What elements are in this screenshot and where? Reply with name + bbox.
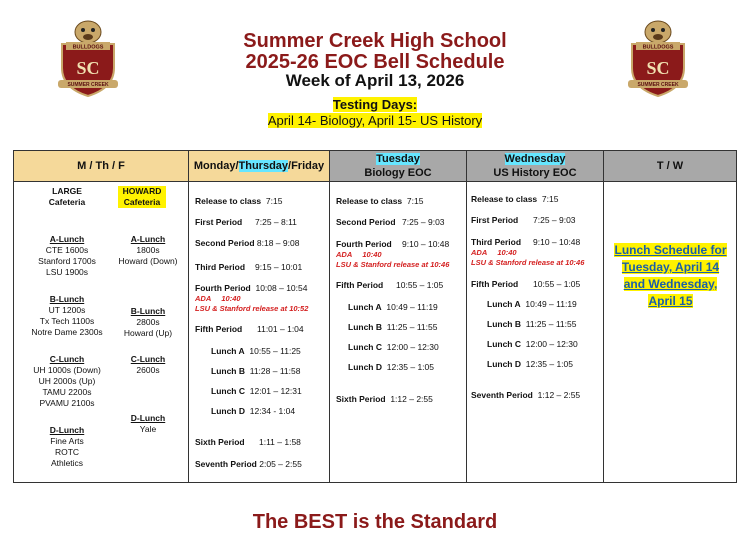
wednesday-schedule-cell xyxy=(467,182,604,483)
tue-release-note: LSU & Stanford release at 10:46 xyxy=(336,260,450,269)
wed-lunch-c: Lunch C 12:00 – 12:30 xyxy=(487,339,578,349)
wed-fifth-period: Fifth Period xyxy=(471,279,519,289)
howard-c-lunch: C-Lunch 2600s xyxy=(130,354,166,375)
mtf-second-period: Second Period 8:18 – 9:08 xyxy=(195,238,300,248)
mtf-lunch-d: Lunch D 12:34 - 1:04 xyxy=(211,406,296,416)
tw-lunch-schedule-link[interactable]: Lunch Schedule for Tuesday, April 14 and Wednesday, April 15 xyxy=(614,243,727,308)
tw-cell xyxy=(604,182,737,483)
large-cafeteria-heading: LARGE Cafeteria xyxy=(48,186,86,207)
mtf-first-period-time: 7:25 – 8:11 xyxy=(255,217,297,227)
tue-sixth-period: Sixth Period 1:12 – 2:55 xyxy=(336,394,433,404)
large-d-lunch: D-Lunch Fine Arts ROTC Athletics xyxy=(49,425,85,468)
svg-text:SUMMER CREEK: SUMMER CREEK xyxy=(67,82,109,88)
large-b-lunch: B-Lunch UT 1200s Tx Tech 1100s Notre Dame 2300s xyxy=(31,294,103,337)
svg-text:BULLDOGS: BULLDOGS xyxy=(72,44,104,51)
wed-lunch-d: Lunch D 12:35 – 1:05 xyxy=(487,359,573,369)
tue-fifth-period: Fifth Period xyxy=(336,280,384,290)
tue-second-period-time: 7:25 – 9:03 xyxy=(402,217,445,227)
school-title: Summer Creek High School xyxy=(243,30,507,52)
wed-seventh-period: Seventh Period 1:12 – 2:55 xyxy=(471,390,581,400)
mtf-release-row: Release to class 7:15 xyxy=(195,196,283,206)
mtf-fifth-period: Fifth Period xyxy=(195,324,243,334)
footer-slogan: The BEST is the Standard xyxy=(252,511,498,533)
header-wednesday: Wednesday US History EOC xyxy=(467,151,604,182)
tue-fourth-period-time: 9:10 – 10:48 xyxy=(402,239,450,249)
wed-fifth-period-time: 10:55 – 1:05 xyxy=(533,279,581,289)
mtf-ada-note: ADA 10:40 xyxy=(195,294,241,303)
testing-days-text: April 14- Biology, April 15- US History xyxy=(267,113,483,128)
wed-third-period-time: 9:10 – 10:48 xyxy=(533,237,581,247)
week-title: Week of April 13, 2026 xyxy=(285,71,465,90)
howard-b-lunch: B-Lunch 2800s Howard (Up) xyxy=(123,306,173,338)
large-a-lunch: A-Lunch CTE 1600s Stanford 1700s LSU 1900s xyxy=(38,234,96,277)
wed-lunch-a: Lunch A 10:49 – 11:19 xyxy=(487,299,577,309)
header-tw: T / W xyxy=(604,151,737,182)
mtf-sixth-period: Sixth Period xyxy=(195,437,245,447)
mtf-lunch-c: Lunch C 12:01 – 12:31 xyxy=(211,386,302,396)
tue-fourth-period: Fourth Period xyxy=(336,239,392,249)
mtf-schedule-cell xyxy=(189,182,330,483)
header-tuesday: Tuesday Biology EOC xyxy=(330,151,467,182)
howard-a-lunch: A-Lunch 1800s Howard (Down) xyxy=(118,234,178,266)
tue-lunch-d: Lunch D 12:35 – 1:05 xyxy=(348,362,434,372)
svg-text:BULLDOGS: BULLDOGS xyxy=(642,44,674,51)
wed-third-period: Third Period xyxy=(471,237,522,247)
tue-ada-note: ADA 10:40 xyxy=(336,250,382,259)
table-header-row xyxy=(14,151,737,182)
large-c-lunch: C-Lunch UH 1000s (Down) UH 2000s (Up) TAMU 2200s PVAMU 2100s xyxy=(33,354,101,408)
howard-d-lunch: D-Lunch Yale xyxy=(130,413,166,434)
header-mon-thu-fri: Monday/Thursday/Friday xyxy=(189,151,330,182)
tue-lunch-a: Lunch A 10:49 – 11:19 xyxy=(348,302,438,312)
howard-cafeteria-heading: HOWARD Cafeteria xyxy=(118,186,166,208)
schedule-title: 2025-26 EOC Bell Schedule xyxy=(245,51,505,73)
wed-release-note: LSU & Stanford release at 10:46 xyxy=(471,258,585,267)
mtf-third-period-time: 9:15 – 10:01 xyxy=(255,262,303,272)
mtf-seventh-period: Seventh Period 2:05 – 2:55 xyxy=(195,459,302,469)
mtf-sixth-period-time: 1:11 – 1:58 xyxy=(259,437,301,447)
tue-lunch-b: Lunch B 11:25 – 11:55 xyxy=(348,322,438,332)
svg-text:SC: SC xyxy=(76,58,100,78)
tue-second-period: Second Period xyxy=(336,217,396,227)
mtf-lunch-b: Lunch B 11:28 – 11:58 xyxy=(211,366,301,376)
mtf-first-period: First Period xyxy=(195,217,243,227)
mtf-third-period: Third Period xyxy=(195,262,246,272)
wed-lunch-b: Lunch B 11:25 – 11:55 xyxy=(487,319,577,329)
wed-ada-note: ADA 10:40 xyxy=(471,248,517,257)
mtf-release-note: LSU & Stanford release at 10:52 xyxy=(195,304,309,313)
cafeteria-cell xyxy=(14,182,189,483)
bell-schedule-table xyxy=(13,150,737,483)
svg-text:SC: SC xyxy=(646,58,670,78)
header-mthf: M / Th / F xyxy=(14,151,189,182)
wed-release-row: Release to class 7:15 xyxy=(471,194,559,204)
tuesday-schedule-cell xyxy=(330,182,467,483)
wed-first-period: First Period xyxy=(471,215,519,225)
tue-release-row: Release to class 7:15 xyxy=(336,196,424,206)
testing-days-label: Testing Days: xyxy=(332,97,418,112)
table-body-row xyxy=(14,182,737,483)
mtf-lunch-a: Lunch A 10:55 – 11:25 xyxy=(211,346,301,356)
mtf-fourth-period: Fourth Period 10:08 – 10:54 xyxy=(195,283,308,293)
wed-first-period-time: 7:25 – 9:03 xyxy=(533,215,576,225)
tue-fifth-period-time: 10:55 – 1:05 xyxy=(396,280,444,290)
svg-text:SUMMER CREEK: SUMMER CREEK xyxy=(637,82,679,88)
tue-lunch-c: Lunch C 12:00 – 12:30 xyxy=(348,342,439,352)
mtf-fifth-period-time: 11:01 – 1:04 xyxy=(257,324,304,334)
